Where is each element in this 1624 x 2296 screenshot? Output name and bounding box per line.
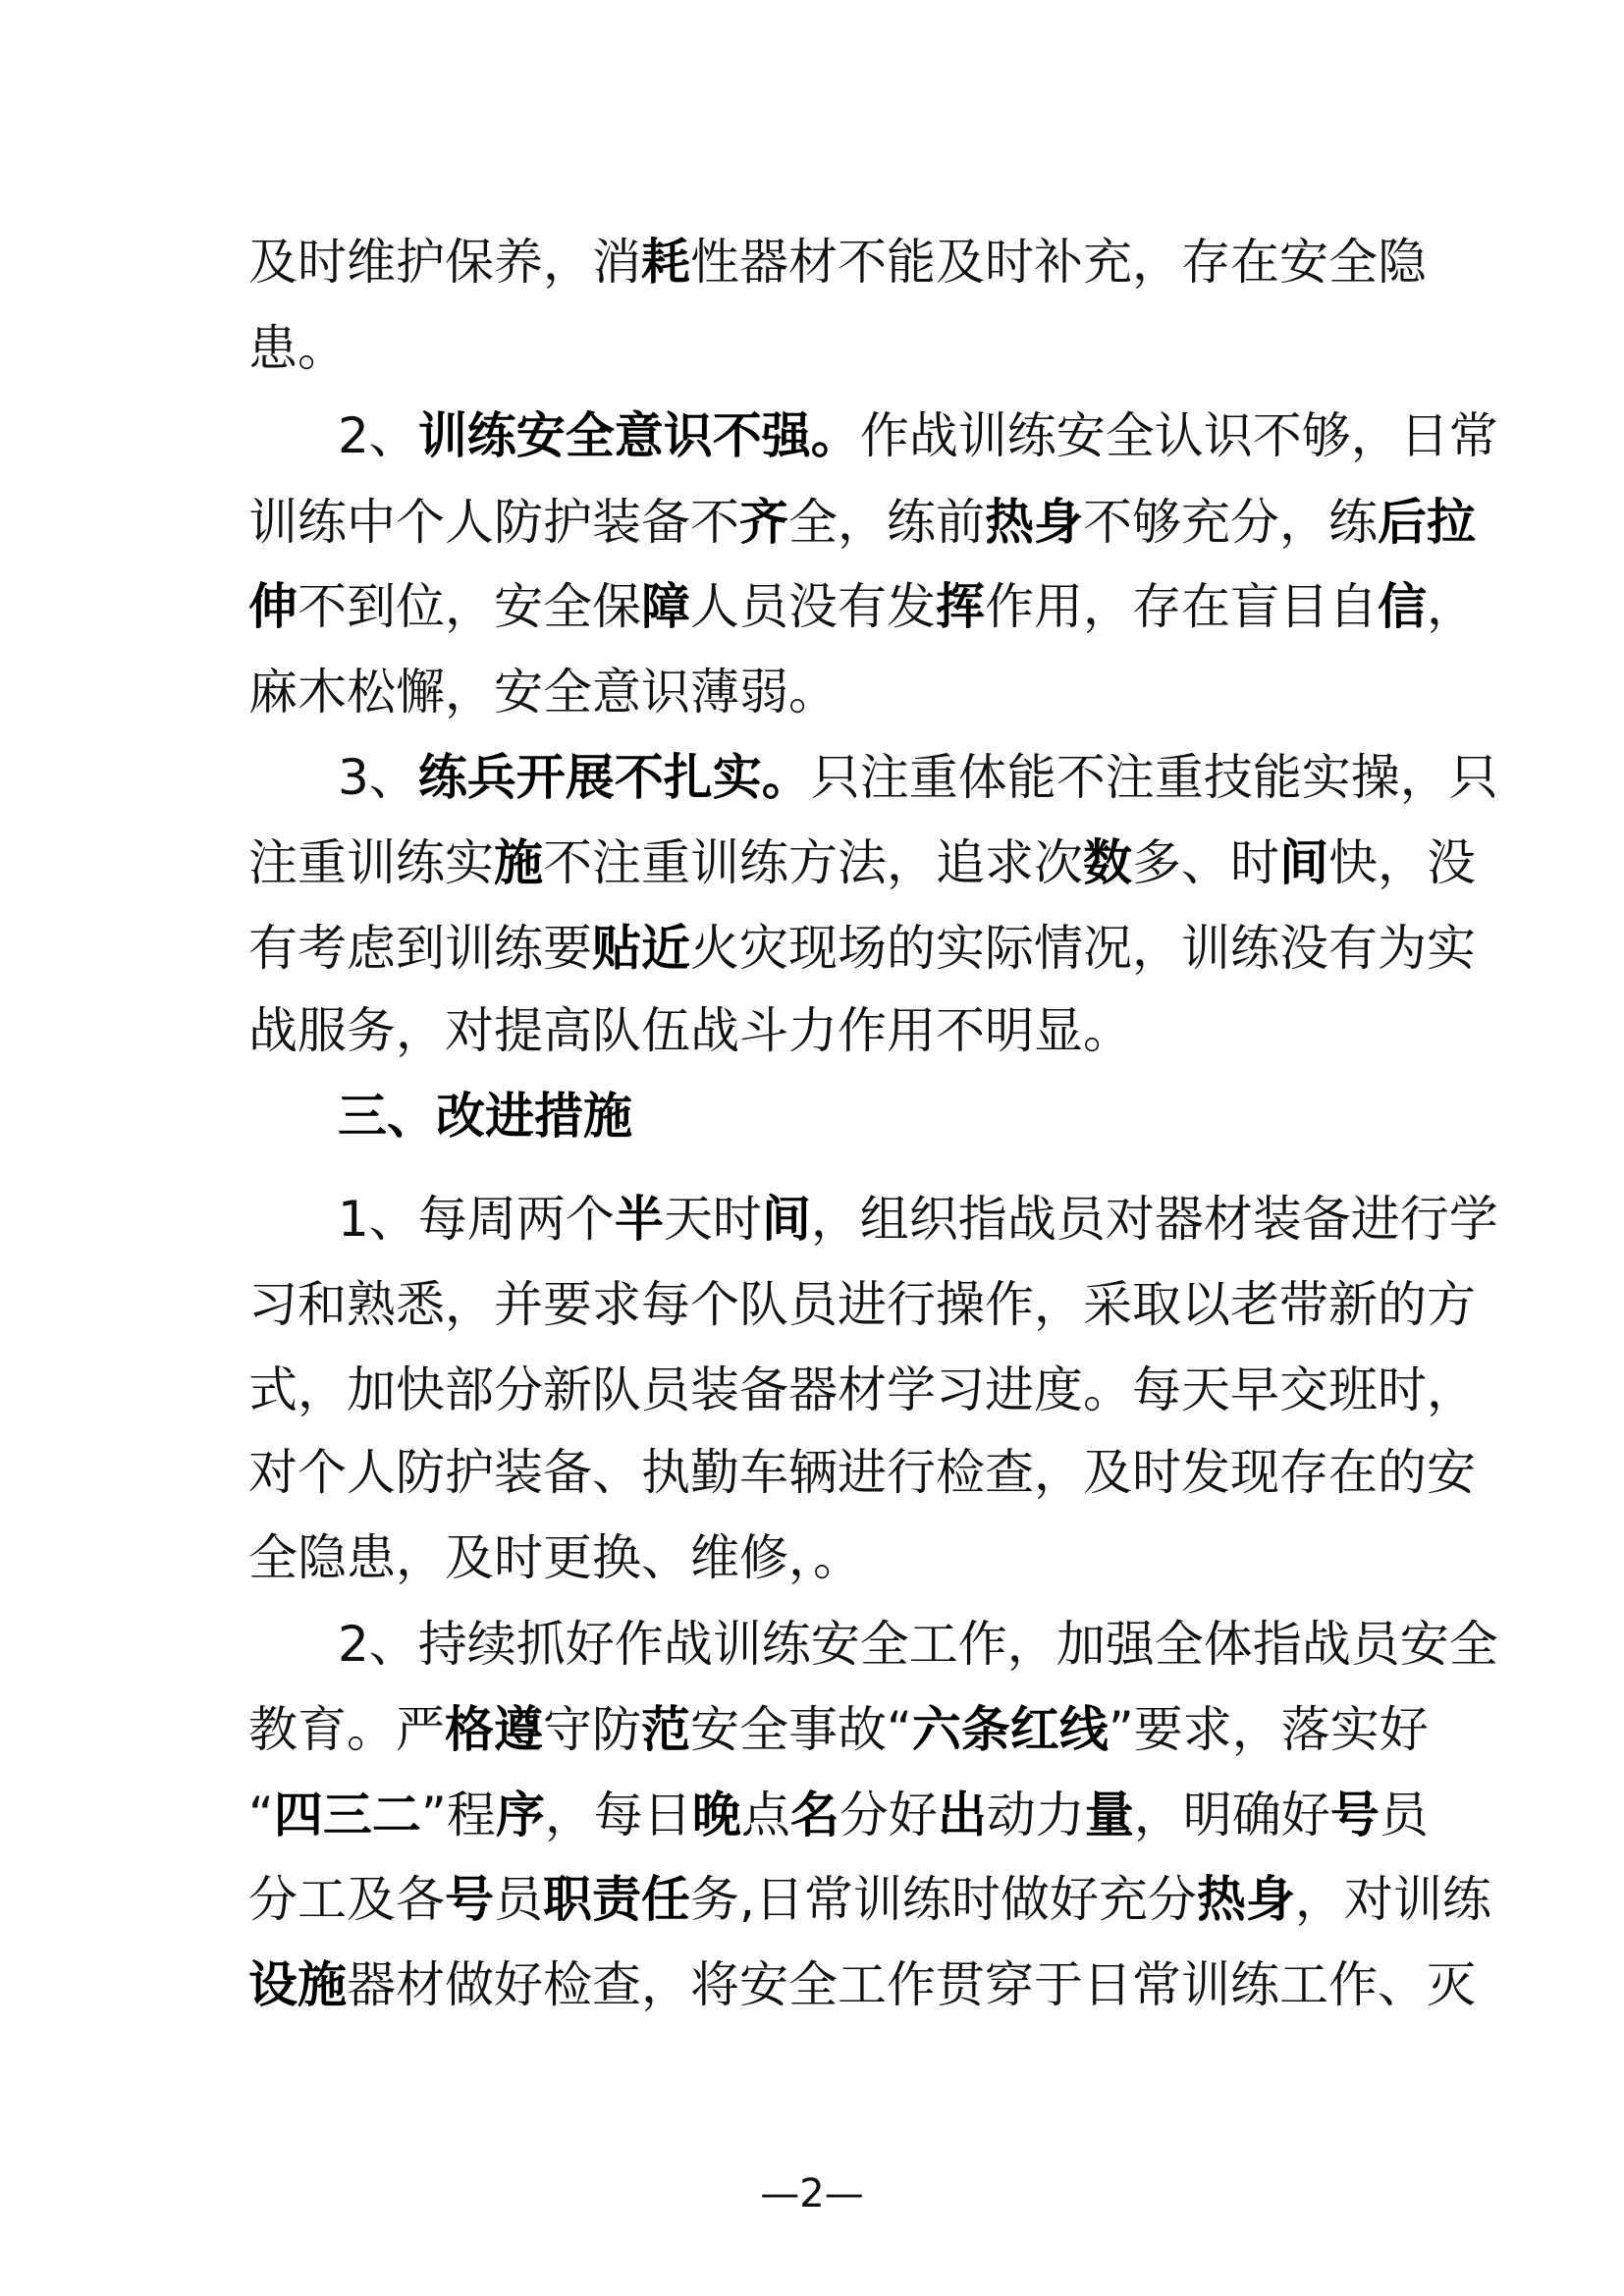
text-segment: 有考虑到训练要 <box>248 920 592 977</box>
bold-text: 晚 <box>691 1787 741 1843</box>
page-number: —2— <box>760 2171 864 2216</box>
text-segment: 守防 <box>543 1701 641 1758</box>
bold-text: 序 <box>495 1787 545 1843</box>
bold-text: 练兵开展不扎实。 <box>417 749 811 806</box>
text-segment: 习和熟悉，并要求每个队员进行操作，采取以老带新的方 <box>248 1276 1476 1333</box>
text-segment: 对个人防护装备、执勤车辆进行检查，及时发现存在的安 <box>248 1444 1476 1501</box>
bold-text: 间 <box>761 1191 811 1248</box>
text-segment: 战服务，对提高队伍战斗力作用不明显。 <box>248 1002 1132 1059</box>
text-segment: 天时 <box>663 1191 762 1248</box>
text-line <box>248 1700 1429 1759</box>
text-segment: “ <box>248 1787 274 1843</box>
text-segment: ”程 <box>420 1787 496 1843</box>
text-segment: 不够充分，练 <box>1083 494 1378 551</box>
text-segment: 性器材不能及时补充，存在安全隐 <box>690 234 1427 291</box>
text-segment: 训练中个人防护装备不 <box>248 494 739 551</box>
bold-text: 贴近 <box>592 920 690 977</box>
bold-text: 信 <box>1378 578 1427 635</box>
text-segment: 分工及各 <box>248 1871 445 1928</box>
bold-text: 热身 <box>1196 1871 1295 1928</box>
text-line <box>248 1955 1476 2014</box>
text-line <box>248 1361 1476 1419</box>
text-segment: ，组织指战员对器材装备进行学 <box>810 1191 1498 1248</box>
text-segment: 员 <box>494 1871 543 1928</box>
text-segment: ”要求，落实好 <box>1108 1701 1429 1758</box>
text-line <box>338 1615 1498 1674</box>
text-segment: 点 <box>740 1787 790 1843</box>
text-line <box>338 406 1498 465</box>
text-segment: 务,日常训练时做好充分 <box>690 1871 1197 1928</box>
text-segment: 注重训练实 <box>248 834 494 891</box>
text-segment: 只注重体能不注重技能实操，只 <box>810 749 1498 806</box>
text-line <box>248 1275 1476 1334</box>
bold-text: 障 <box>641 578 690 635</box>
bold-text: 间 <box>1279 834 1328 891</box>
text-line <box>248 1001 1384 1060</box>
text-segment: 多、时 <box>1132 834 1279 891</box>
bold-text: 齐 <box>739 494 788 551</box>
text-line <box>248 1870 1491 1929</box>
text-segment: 3、 <box>338 749 418 806</box>
bold-text: 训练安全意识不强。 <box>417 407 860 464</box>
text-segment: 安全事故“ <box>690 1701 912 1758</box>
bold-text: 三、改进措施 <box>338 1088 632 1145</box>
text-segment: 教育。严 <box>248 1701 445 1758</box>
text-segment: 麻木松懈，安全意识薄弱。 <box>248 664 838 721</box>
bold-text: 热身 <box>985 494 1083 551</box>
bold-text: 耗 <box>641 234 690 291</box>
text-line <box>248 577 1476 636</box>
bold-text: 伸 <box>248 578 298 635</box>
text-segment: 不注重训练方法，追求次 <box>543 834 1083 891</box>
text-segment: 作用，存在盲目自 <box>985 578 1378 635</box>
text-line <box>248 493 1476 552</box>
text-segment: 动力 <box>986 1787 1085 1843</box>
bold-text: 名 <box>789 1787 839 1843</box>
text-segment: 作战训练安全认识不够，日常 <box>859 407 1498 464</box>
bold-text: 四三二 <box>273 1787 421 1843</box>
text-segment: 员 <box>1379 1787 1429 1843</box>
text-segment: ， <box>1427 578 1476 635</box>
bold-text: 量 <box>1084 1787 1134 1843</box>
text-segment: 2、 <box>338 407 418 464</box>
text-line <box>338 748 1498 807</box>
text-segment: 火灾现场的实际情况，训练没有为实 <box>690 920 1476 977</box>
text-segment: 1、每周两个 <box>338 1191 615 1248</box>
bold-text: 号 <box>445 1871 494 1928</box>
bold-text: 挥 <box>936 578 985 635</box>
text-segment: 2、持续抓好作战训练安全工作，加强全体指战员安全 <box>338 1616 1498 1673</box>
bold-text: 设施 <box>248 1956 347 2013</box>
text-segment: 患。 <box>248 320 347 377</box>
text-line <box>248 233 1427 292</box>
bold-text: 后拉 <box>1378 494 1476 551</box>
text-line <box>338 1190 1498 1249</box>
text-segment: 不到位，安全保 <box>298 578 641 635</box>
text-line <box>248 1443 1476 1502</box>
bold-text: 六条红线 <box>911 1701 1109 1758</box>
text-segment: 快，没 <box>1328 834 1476 891</box>
text-line <box>248 919 1476 978</box>
text-segment: ，明确好 <box>1133 1787 1330 1843</box>
bold-text: 出 <box>937 1787 987 1843</box>
section-heading <box>338 1087 1384 1146</box>
text-segment: 全隐患，及时更换、维修，。 <box>248 1529 862 1586</box>
text-segment: ，每日 <box>544 1787 692 1843</box>
bold-text: 职责任 <box>543 1871 690 1928</box>
text-line <box>248 319 1384 378</box>
text-segment: 分好 <box>839 1787 938 1843</box>
bold-text: 施 <box>494 834 543 891</box>
bold-text: 半 <box>614 1191 664 1248</box>
bold-text: 数 <box>1083 834 1132 891</box>
text-line <box>248 663 1384 721</box>
bold-text: 格遵 <box>445 1701 543 1758</box>
text-segment: 及时维护保养，消 <box>248 234 641 291</box>
text-segment: 全，练前 <box>788 494 985 551</box>
text-line <box>248 1786 1429 1844</box>
text-segment: 器材做好检查，将安全工作贯穿于日常训练工作、灭 <box>347 1956 1476 2013</box>
bold-text: 范 <box>641 1701 690 1758</box>
text-line <box>248 833 1476 892</box>
text-line <box>248 1528 1384 1587</box>
text-segment: ，对训练 <box>1294 1871 1491 1928</box>
text-segment: 人员没有发 <box>690 578 936 635</box>
text-segment: 式，加快部分新队员装备器材学习进度。每天早交班时， <box>248 1362 1476 1418</box>
bold-text: 号 <box>1329 1787 1380 1843</box>
